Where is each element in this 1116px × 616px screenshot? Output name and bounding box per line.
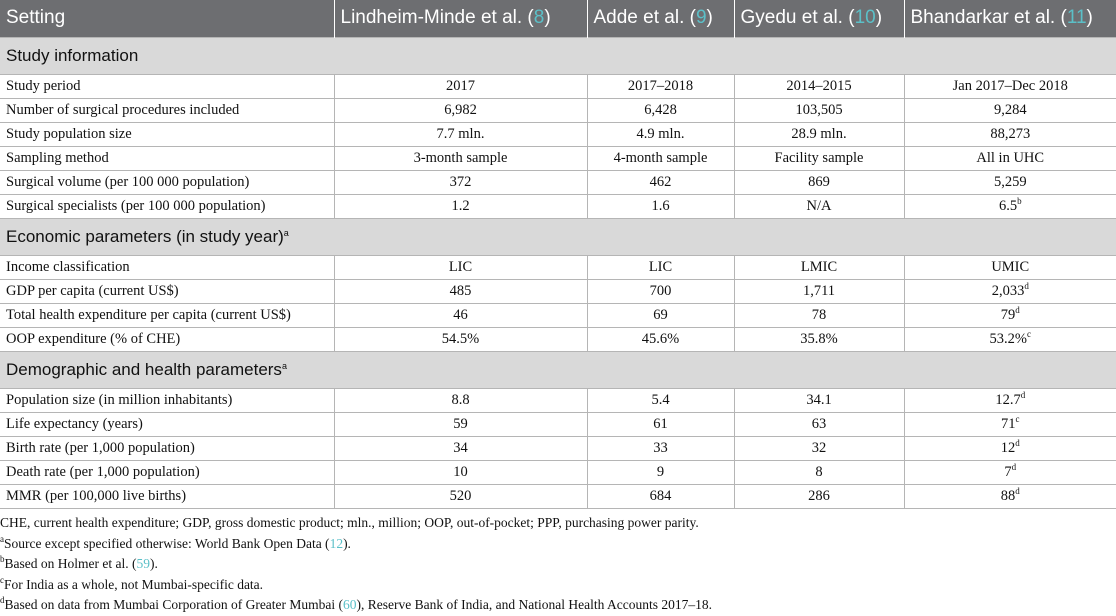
- row-label: MMR (per 100,000 live births): [0, 484, 334, 508]
- header-col-4: Bhandarkar et al. (11): [910, 7, 1093, 29]
- table-cell: LIC: [334, 255, 587, 279]
- table-cell: 28.9 mln.: [734, 122, 904, 146]
- table-cell: Jan 2017–Dec 2018: [904, 74, 1116, 98]
- footnote: $^b$Based on Holmer et al. (59).: [0, 554, 158, 571]
- footnote: $^d$Based on data from Mumbai Corporation of Greater Mumbai (60), Reserve Bank of India, and National Health Accounts 2017–18.: [0, 595, 712, 612]
- footnote-marker: a: [283, 227, 289, 238]
- table-cell: N/A: [734, 194, 904, 218]
- table-cell: 45.6%: [587, 327, 734, 351]
- table-cell: 1.6: [587, 194, 734, 218]
- table-cell: 1,711: [734, 279, 904, 303]
- table-cell: 7.7 mln.: [334, 122, 587, 146]
- table-cell: 12$^d$: [904, 436, 1116, 460]
- table-cell: 8: [734, 460, 904, 484]
- citation-link[interactable]: 59: [136, 556, 150, 571]
- table-cell: 485: [334, 279, 587, 303]
- header-row: [0, 0, 1116, 37]
- table-cell: 54.5%: [334, 327, 587, 351]
- table-cell: 2017: [334, 74, 587, 98]
- footnote-marker: d: [1015, 304, 1020, 315]
- table-row: [0, 170, 1116, 194]
- table-cell: 61: [587, 412, 734, 436]
- table-row: [0, 194, 1116, 218]
- row-label: Population size (in million inhabitants): [0, 388, 334, 412]
- table-cell: UMIC: [904, 255, 1116, 279]
- table-row: [0, 255, 1116, 279]
- citation-link[interactable]: 60: [343, 597, 357, 612]
- table-cell: 7$^d$: [904, 460, 1116, 484]
- table-cell: LIC: [587, 255, 734, 279]
- table-cell: Facility sample: [734, 146, 904, 170]
- row-label: Death rate (per 1,000 population): [0, 460, 334, 484]
- row-label: Study population size: [0, 122, 334, 146]
- table-row: [0, 98, 1116, 122]
- table-cell: 700: [587, 279, 734, 303]
- table-cell: 88,273: [904, 122, 1116, 146]
- citation-link[interactable]: 12: [329, 535, 344, 551]
- table-cell: 6,428: [587, 98, 734, 122]
- section-title: Study information: [0, 37, 1116, 74]
- section-row: [0, 218, 1116, 255]
- table-row: [0, 74, 1116, 98]
- footnote: CHE, current health expenditure; GDP, gross domestic product; mln., million; OOP, out-of-pocket; PPP, purchasing power parity.: [0, 515, 699, 530]
- header-setting: Setting: [0, 0, 334, 37]
- section-title: Economic parameters (in study year)$^a$: [0, 218, 1116, 255]
- row-label: Study period: [0, 74, 334, 98]
- table-cell: 372: [334, 170, 587, 194]
- table-row: [0, 279, 1116, 303]
- row-label: Surgical specialists (per 100 000 population): [0, 194, 334, 218]
- table-row: [0, 303, 1116, 327]
- table-cell: 2017–2018: [587, 74, 734, 98]
- citation-link[interactable]: 10: [854, 7, 876, 29]
- table-cell: 12.7$^d$: [904, 388, 1116, 412]
- table-cell: 88$^d$: [904, 484, 1116, 508]
- header-col-2: Adde et al. (9): [587, 0, 734, 37]
- table-cell: 34: [334, 436, 587, 460]
- section-row: [0, 37, 1116, 74]
- table-cell: 8.8: [334, 388, 587, 412]
- table-row: [0, 146, 1116, 170]
- table-cell: 9: [587, 460, 734, 484]
- table-cell: 79$^d$: [904, 303, 1116, 327]
- table-cell: 9,284: [904, 98, 1116, 122]
- table-row: [0, 412, 1116, 436]
- footnote-marker: d: [1011, 461, 1017, 472]
- table-cell: 5,259: [904, 170, 1116, 194]
- footnote-marker: d: [1024, 280, 1029, 291]
- table-cell: 71$^c$: [904, 412, 1116, 436]
- table-cell: 35.8%: [734, 327, 904, 351]
- section-row: [0, 351, 1116, 388]
- table-cell: 32: [734, 436, 904, 460]
- table-cell: 63: [734, 412, 904, 436]
- row-label: Life expectancy (years): [0, 412, 334, 436]
- table-cell: All in UHC: [904, 146, 1116, 170]
- footnote-marker: d: [1020, 389, 1026, 400]
- table-cell: 59: [334, 412, 587, 436]
- footnote-marker: d: [0, 595, 5, 605]
- row-label: Sampling method: [0, 146, 334, 170]
- table-cell: 1.2: [334, 194, 587, 218]
- table-cell: LMIC: [734, 255, 904, 279]
- header-col-1: Lindheim-Minde et al. (8): [334, 0, 587, 37]
- footnote-marker: c: [1026, 328, 1031, 339]
- row-label: Surgical volume (per 100 000 population): [0, 170, 334, 194]
- table-cell: 78: [734, 303, 904, 327]
- table-row: [0, 460, 1116, 484]
- table-cell: 69: [587, 303, 734, 327]
- row-label: Number of surgical procedures included: [0, 98, 334, 122]
- table-cell: 53.2%$^c$: [904, 327, 1116, 351]
- table-cell: 520: [334, 484, 587, 508]
- table-cell: 2,033$^d$: [904, 279, 1116, 303]
- footnote-marker: d: [1015, 437, 1020, 448]
- table-row: [0, 436, 1116, 460]
- table-cell: 4-month sample: [587, 146, 734, 170]
- citation-link[interactable]: 11: [1066, 7, 1087, 29]
- footnote-marker: d: [1015, 485, 1020, 496]
- row-label: Income classification: [0, 255, 334, 279]
- header-col-3: Gyedu et al. (10): [734, 0, 904, 37]
- table-cell: 684: [587, 484, 734, 508]
- citation-link[interactable]: 8: [533, 7, 545, 29]
- section-title: Demographic and health parameters$^a$: [0, 351, 1116, 388]
- table-row: [0, 388, 1116, 412]
- footnote-marker: b: [0, 554, 5, 564]
- footnote: $^a$Source except specified otherwise: World Bank Open Data (12).: [0, 533, 351, 551]
- citation-link[interactable]: 9: [695, 7, 707, 29]
- table-row: [0, 327, 1116, 351]
- row-label: Total health expenditure per capita (current US$): [0, 303, 334, 327]
- table-cell: 46: [334, 303, 587, 327]
- footnote-marker: a: [281, 360, 287, 371]
- table-cell: 462: [587, 170, 734, 194]
- table-cell: 4.9 mln.: [587, 122, 734, 146]
- table-cell: 286: [734, 484, 904, 508]
- table-cell: 103,505: [734, 98, 904, 122]
- table-row: [0, 122, 1116, 146]
- table-cell: 6.5$^b$: [904, 194, 1116, 218]
- table-cell: 3-month sample: [334, 146, 587, 170]
- footnote-marker: b: [1017, 195, 1022, 206]
- table-cell: 869: [734, 170, 904, 194]
- table-cell: 6,982: [334, 98, 587, 122]
- footnotes: [0, 513, 1116, 616]
- table-cell: 5.4: [587, 388, 734, 412]
- table-cell: 33: [587, 436, 734, 460]
- table-cell: 34.1: [734, 388, 904, 412]
- row-label: OOP expenditure (% of CHE): [0, 327, 334, 351]
- row-label: Birth rate (per 1,000 population): [0, 436, 334, 460]
- footnote-marker: c: [1015, 413, 1020, 424]
- footnote-marker: a: [0, 533, 4, 544]
- table-cell: 2014–2015: [734, 74, 904, 98]
- row-label: GDP per capita (current US$): [0, 279, 334, 303]
- footnote: $^c$For India as a whole, not Mumbai-specific data.: [0, 574, 264, 592]
- footnote-marker: c: [0, 574, 4, 585]
- table-cell: 10: [334, 460, 587, 484]
- table-row: [0, 484, 1116, 508]
